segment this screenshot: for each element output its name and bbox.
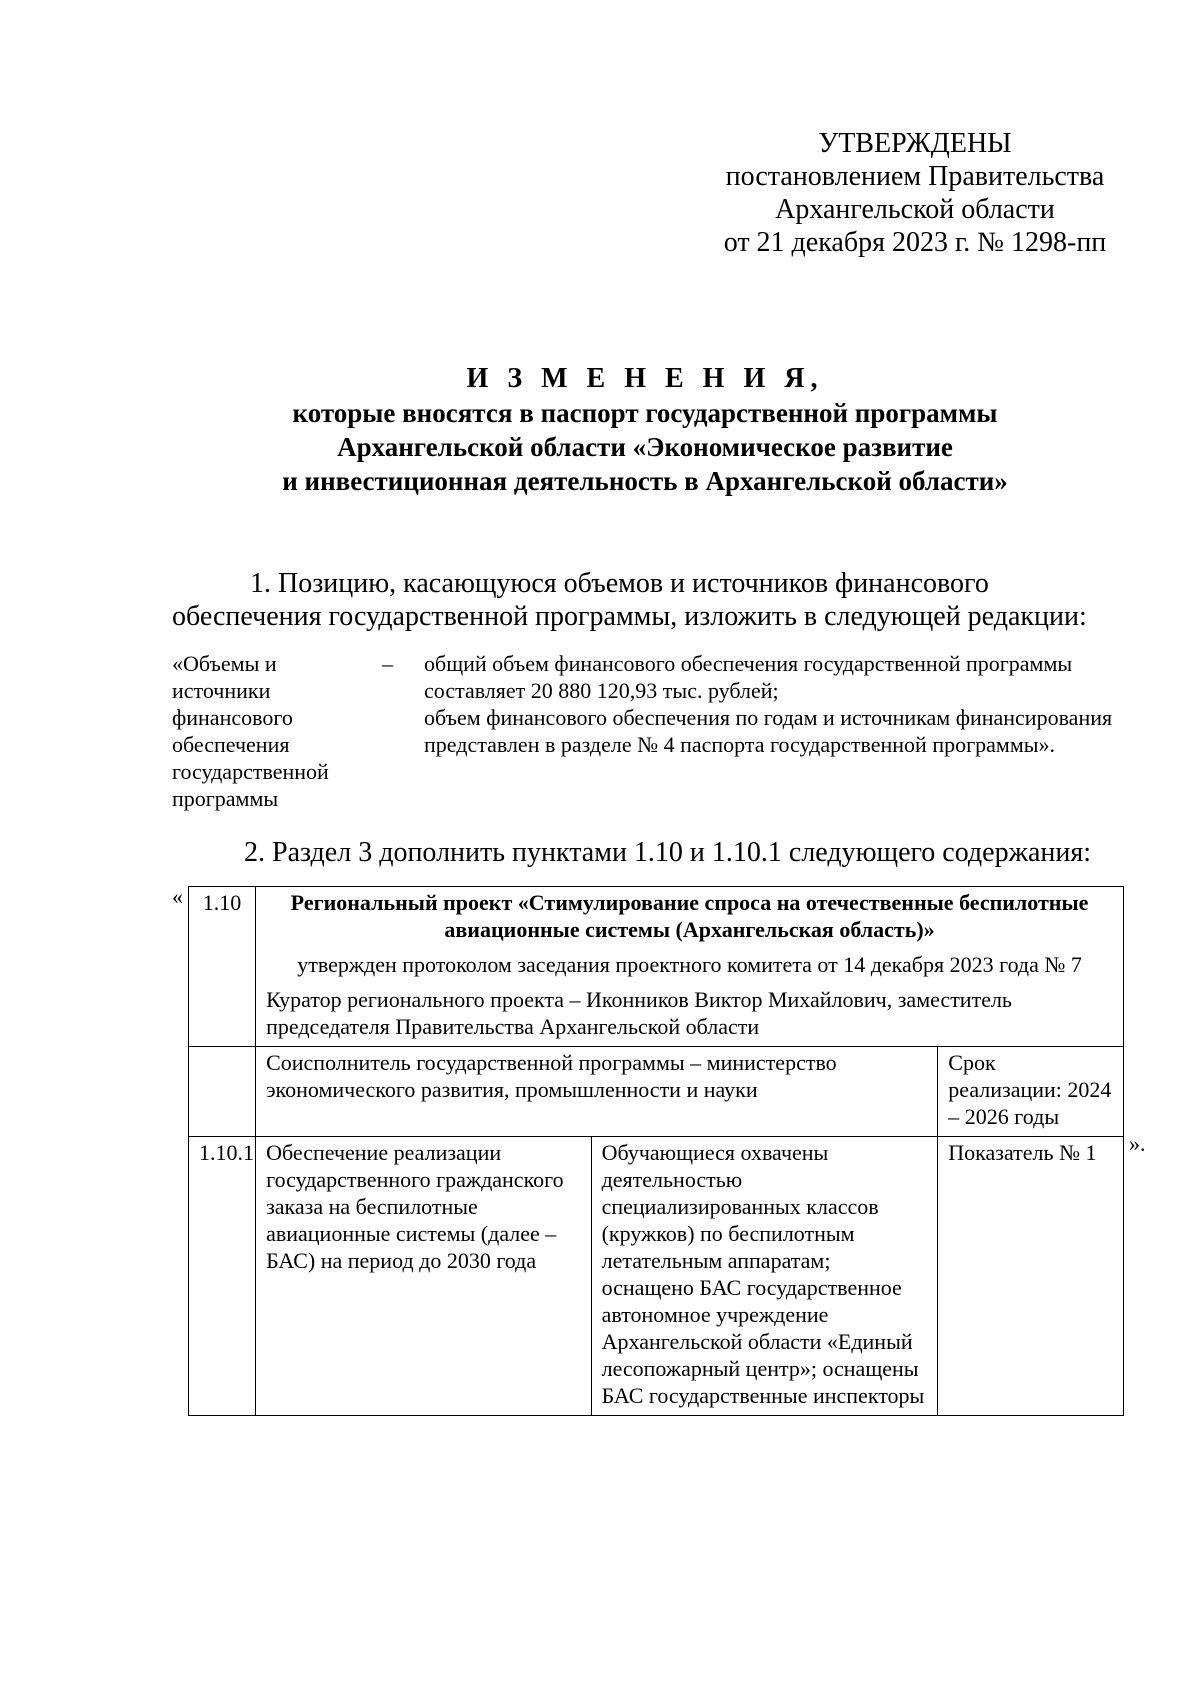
- title-heading: И З М Е Н Е Н И Я,: [466, 363, 824, 394]
- position-text-1: общий объем финансового обеспечения государственной программы составляет 20 880 120,93 тыс. рублей;: [424, 651, 1073, 703]
- row-number: [189, 1047, 256, 1137]
- approval-line-4: от 21 декабря 2023 г. № 1298-пп: [723, 227, 1107, 258]
- title-line-2: Архангельской области «Экономическое развитие: [337, 432, 953, 462]
- term-cell: Срок реализации: 2024 – 2026 годы: [938, 1047, 1124, 1137]
- project-title: Региональный проект «Стимулирование спроса на отечественные беспилотные авиационные системы (Архангельская область)»: [290, 890, 1089, 942]
- position-dash: –: [382, 651, 393, 676]
- project-approved: утвержден протоколом заседания проектного комитета от 14 декабря 2023 года № 7: [297, 952, 1082, 977]
- approval-stamp: [690, 127, 1140, 259]
- coexecutor-cell: Соисполнитель государственной программы – министерство экономического развития, промышленности и науки: [256, 1047, 938, 1137]
- paragraph-2: 2. Раздел 3 дополнить пунктами 1.10 и 1.10.1 следующего содержания:: [244, 837, 1091, 868]
- table-quote-open: «: [172, 884, 183, 909]
- title-line-1: которые вносятся в паспорт государственной программы: [292, 398, 998, 428]
- project-table: [188, 886, 1124, 1416]
- approval-line-2: постановлением Правительства: [725, 161, 1105, 192]
- task-cell: Обеспечение реализации государственного гражданского заказа на беспилотные авиационные системы (далее – БАС) на период до 2030 года: [256, 1137, 592, 1416]
- position-label: «Объемы и источники финансового обеспечения государственной программы: [172, 651, 329, 811]
- table-row: [189, 1047, 1124, 1137]
- approval-line-3: Архангельской области: [775, 194, 1055, 225]
- table-row: [189, 1137, 1124, 1416]
- position-text: [424, 650, 1124, 758]
- document-title: [160, 362, 1130, 498]
- table-quote-close: ».: [1129, 1131, 1146, 1156]
- row-number: 1.10: [189, 887, 256, 1047]
- project-cell: [256, 887, 1124, 1047]
- position-text-2: объем финансового обеспечения по годам и источникам финансирования представлен в разделе № 4 паспорта государственной программы».: [424, 705, 1113, 757]
- paragraph-1: 1. Позицию, касающуюся объемов и источников финансового обеспечения государственной программы, изложить в следующей редакции:: [172, 568, 1087, 632]
- project-curator: Куратор регионального проекта – Иконников Виктор Михайлович, заместитель председателя Правительства Архангельской области: [266, 987, 1012, 1039]
- result-cell: Обучающиеся охвачены деятельностью специализированных классов (кружков) по беспилотным летательным аппаратам; оснащено БАС государственное автономное учреждение Архангельской области «Единый лесопожарный центр»; оснащены БАС государственные инспекторы: [591, 1137, 938, 1416]
- table-row: [189, 887, 1124, 1047]
- title-line-3: и инвестиционная деятельность в Архангельской области»: [282, 466, 1008, 496]
- row-number: 1.10.1: [189, 1137, 256, 1416]
- indicator-cell: Показатель № 1: [938, 1137, 1124, 1416]
- approval-line-1: УТВЕРЖДЕНЫ: [818, 128, 1012, 159]
